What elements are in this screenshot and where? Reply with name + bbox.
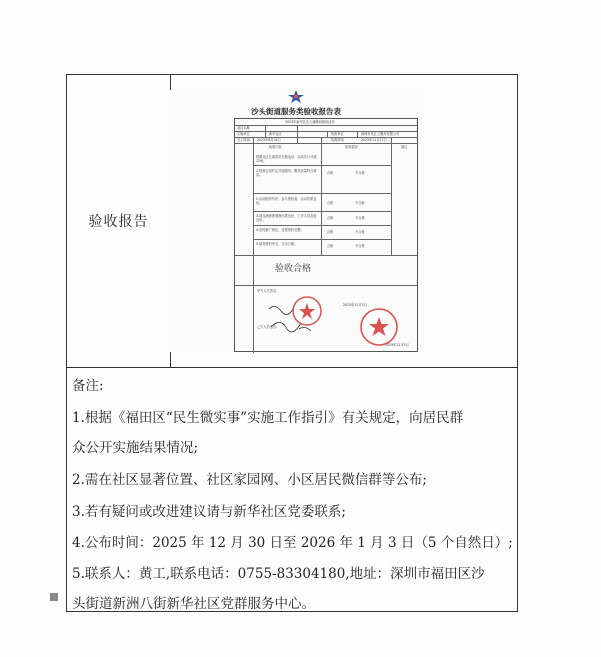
report-col-header: 验收内容: [269, 145, 282, 149]
report-col-header: 备注: [401, 145, 408, 149]
official-seal-icon: [291, 295, 323, 327]
report-provider-value: 深圳市某社工服务有限公司: [361, 132, 400, 136]
report-status-pass: 合格: [327, 244, 334, 248]
report-sign-a: 甲方人员签名：: [257, 289, 280, 293]
report-status-fail: 不合格: [355, 244, 365, 248]
acceptance-report-image: [168, 90, 424, 352]
report-check-date: 2025年11月27日: [361, 138, 387, 142]
logo-icon: [286, 90, 306, 104]
report-grid: [234, 118, 418, 352]
report-col-header: 验收情况: [345, 145, 358, 149]
report-status-pass: 合格: [327, 216, 334, 220]
report-conclusion-handwriting: 验收合格: [275, 264, 312, 274]
report-item: 5.财务资料齐全，支出合理。: [256, 242, 298, 246]
report-row-label: 完工时间: [237, 138, 250, 142]
report-status-fail: 不合格: [355, 230, 365, 234]
report-project-name: 2025年新华社区儿童睡前阅读活动: [285, 120, 335, 124]
table-divider-horizontal: [67, 367, 517, 368]
report-row-label: 项目名称: [237, 126, 250, 130]
report-item: 3.项目满意度调查结果良好，工作人员态度良好。: [256, 214, 317, 223]
report-item: 2.活动组织有序，参与度较高，活动效果良好。: [256, 197, 317, 206]
report-row-label: 验收单位: [331, 132, 344, 136]
official-seal-icon: [359, 307, 399, 347]
note-5-continued: 头街道新洲八街新华社区党群服务中心。: [72, 596, 315, 612]
note-2: 2.需在社区显著位置、社区家园网、小区居民微信群等公布;: [72, 472, 427, 488]
report-item: 1.按照合同约定开展服务，服务质量符合要求。: [256, 169, 317, 178]
report-finish-date: 2025年9月16日: [257, 138, 281, 142]
report-status-pass: 合格: [327, 201, 334, 205]
report-status-fail: 不合格: [355, 201, 365, 205]
report-item: 按照社区儿童需求开展活动，活动共计开展12场。: [256, 155, 317, 164]
report-date-a: 2025年12月3日: [343, 303, 367, 307]
acceptance-report-label: 验收报告: [88, 214, 149, 230]
report-sign-b: 乙方人员签名：: [257, 325, 280, 329]
report-date-b: 2025年12月3日: [385, 343, 409, 347]
notes-title: 备注:: [72, 378, 104, 394]
report-status-fail: 不合格: [355, 216, 365, 220]
report-row-label: 验收时间: [331, 138, 344, 142]
report-status-pass: 合格: [327, 171, 334, 175]
report-unit-value: 新华社区: [269, 132, 282, 136]
report-status-pass: 合格: [327, 230, 334, 234]
scan-marker: [50, 593, 58, 601]
report-item: 4.宣传推广到位，过程资料完整。: [256, 228, 304, 232]
report-row-label: 实施单位: [237, 132, 250, 136]
report-title: 沙头街道服务类验收报告表: [251, 107, 341, 116]
note-3: 3.若有疑问或改进建议请与新华社区党委联系;: [72, 504, 346, 520]
note-1-continued: 众公开实施结果情况;: [72, 440, 199, 456]
note-5: 5.联系人：黄工,联系电话：0755-83304180,地址：深圳市福田区沙: [72, 566, 485, 582]
report-status-fail: 不合格: [355, 171, 365, 175]
note-4: 4.公布时间：2025 年 12 月 30 日至 2026 年 1 月 3 日（5 个自然日）;: [72, 535, 513, 551]
note-1: 1.根据《福田区“民生微实事”实施工作指引》有关规定，向居民群: [72, 410, 464, 426]
